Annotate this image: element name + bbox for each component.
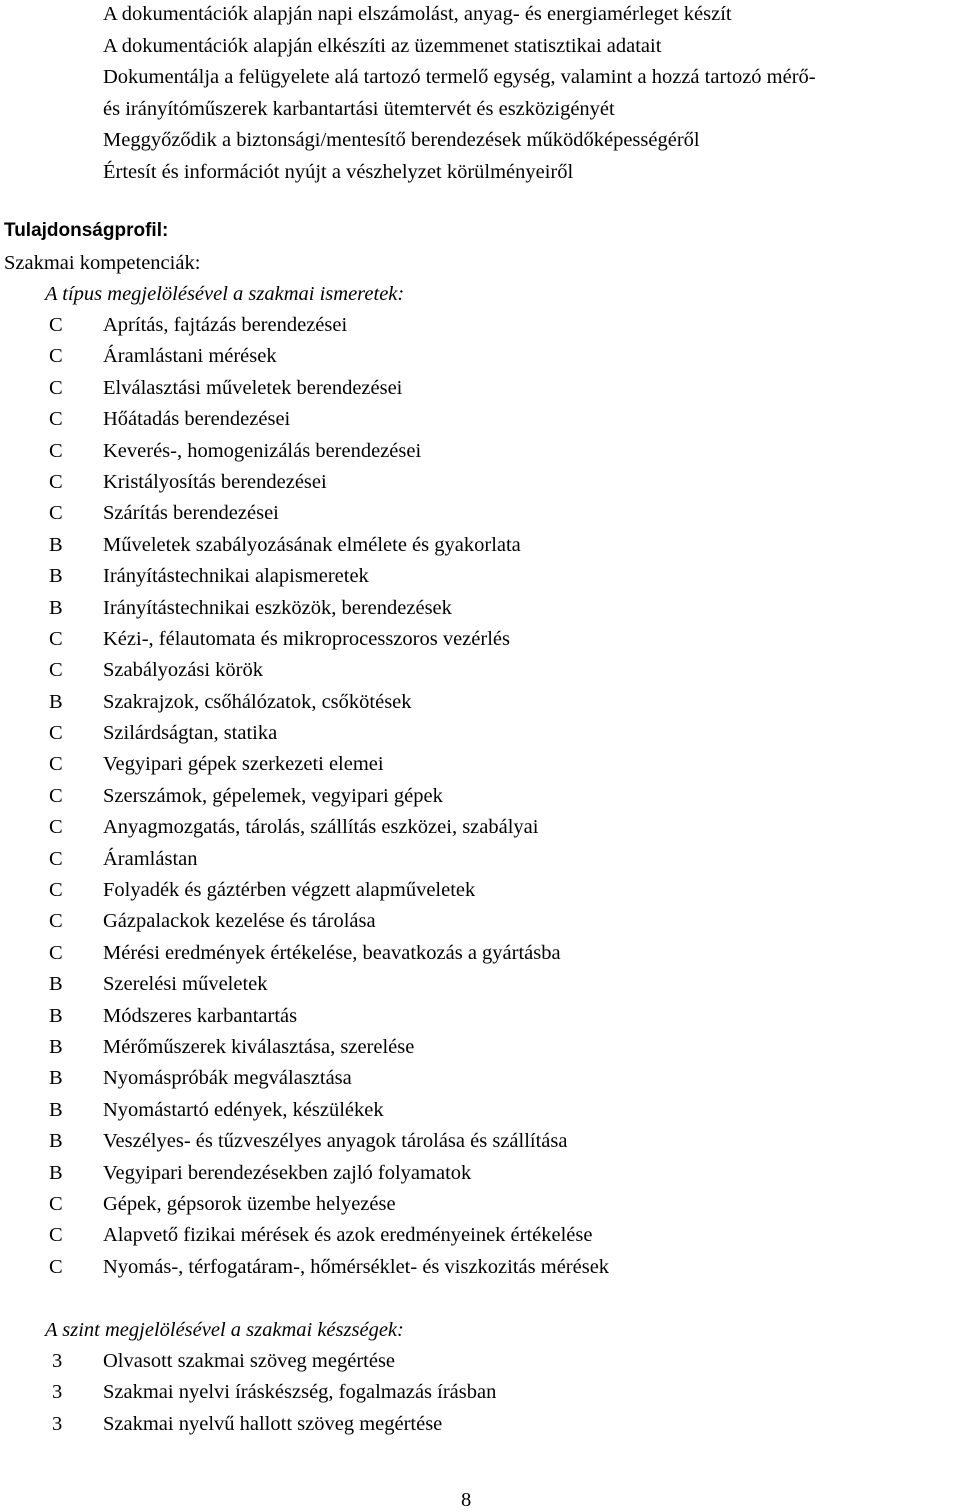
level-code: 3 xyxy=(52,1350,63,1372)
level-code: C xyxy=(49,1192,63,1215)
item-text: Szakrajzok, csőhálózatok, csőkötések xyxy=(103,690,412,713)
intro-line: A dokumentációk alapján elkészíti az üzemmenet statisztikai adatait xyxy=(103,34,662,57)
intro-line: Meggyőződik a biztonsági/mentesítő berendezések működőképességéről xyxy=(103,129,700,151)
item-text: Áramlástani mérések xyxy=(103,345,277,368)
level-code: C xyxy=(49,470,63,493)
level-code: C xyxy=(49,941,63,964)
level-code: B xyxy=(49,1004,63,1027)
item-text: Vegyipari berendezésekben zajló folyamatok xyxy=(103,1161,472,1184)
item-text: Alapvető fizikai mérések és azok eredményeinek értékelése xyxy=(103,1224,593,1247)
item-text: Aprítás, fajtázás berendezései xyxy=(103,314,348,336)
level-code: C xyxy=(49,408,63,431)
item-text: Irányítástechnikai eszközök, berendezések xyxy=(103,596,452,619)
level-code: C xyxy=(49,879,63,902)
item-text: Mérőműszerek kiválasztása, szerelése xyxy=(103,1035,415,1058)
level-code: C xyxy=(49,659,63,682)
item-text: Szakmai nyelvi íráskészség, fogalmazás írásban xyxy=(103,1381,497,1404)
level-code: B xyxy=(49,973,63,996)
intro-line: és irányítóműszerek karbantartási ütemtervét és eszközigényét xyxy=(103,97,615,120)
intro-line: Értesít és információt nyújt a vészhelyzet körülményeiről xyxy=(103,160,574,183)
item-text: Szabályozási körök xyxy=(103,659,263,682)
item-text: Kézi-, félautomata és mikroprocesszoros vezérlés xyxy=(103,627,510,650)
level-code: B xyxy=(49,1067,63,1090)
level-code: C xyxy=(49,345,63,368)
item-text: Kristályosítás berendezései xyxy=(103,470,327,493)
intro-task-list xyxy=(103,2,816,191)
level-code: C xyxy=(49,816,63,839)
level-code: C xyxy=(49,439,63,462)
item-text: Hőátadás berendezései xyxy=(103,408,291,431)
item-text: Vegyipari gépek szerkezeti elemei xyxy=(103,753,384,776)
level-code: B xyxy=(49,1130,63,1153)
item-text: Nyomástartó edények, készülékek xyxy=(103,1098,384,1121)
item-text: Gázpalackok kezelése és tárolása xyxy=(103,910,376,933)
item-text: Elválasztási műveletek berendezései xyxy=(103,376,403,399)
item-text: Műveletek szabályozásának elmélete és gyakorlata xyxy=(103,533,521,556)
level-code: C xyxy=(49,753,63,776)
profile-heading: Tulajdonságprofil: xyxy=(4,220,169,241)
item-text: Gépek, gépsorok üzembe helyezése xyxy=(103,1192,396,1215)
item-text: Olvasott szakmai szöveg megértése xyxy=(103,1350,396,1372)
item-text: Nyomás-, térfogatáram-, hőmérséklet- és viszkozitás mérések xyxy=(103,1255,610,1278)
level-code: C xyxy=(49,1224,63,1247)
level-code: B xyxy=(49,1035,63,1058)
item-text: Módszeres karbantartás xyxy=(103,1004,298,1027)
knowledge-heading: A típus megjelölésével a szakmai ismeretek: xyxy=(45,283,405,305)
level-code: C xyxy=(49,847,63,870)
item-text: Szilárdságtan, statika xyxy=(103,722,278,745)
level-code: B xyxy=(49,596,63,619)
item-text: Szakmai nyelvű hallott szöveg megértése xyxy=(103,1412,443,1435)
item-text: Áramlástan xyxy=(103,847,198,870)
item-text: Veszélyes- és tűzveszélyes anyagok tárolása és szállítása xyxy=(103,1130,568,1153)
level-code: C xyxy=(49,784,63,807)
item-text: Keverés-, homogenizálás berendezései xyxy=(103,439,422,462)
item-text: Szerelési műveletek xyxy=(103,973,268,996)
level-code: B xyxy=(49,533,63,556)
level-code: B xyxy=(49,1161,63,1184)
level-code: C xyxy=(49,502,63,525)
level-code: B xyxy=(49,1098,63,1121)
level-code: C xyxy=(49,627,63,650)
level-code: C xyxy=(49,722,63,745)
level-code: B xyxy=(49,690,63,713)
item-text: Nyomáspróbák megválasztása xyxy=(103,1067,352,1090)
level-code: C xyxy=(49,1255,63,1278)
intro-line: A dokumentációk alapján napi elszámolást, anyag- és energiamérleget készít xyxy=(103,3,732,25)
level-code: C xyxy=(49,910,63,933)
item-text: Mérési eredmények értékelése, beavatkozás a gyártásba xyxy=(103,941,561,964)
item-text: Folyadék és gáztérben végzett alapműveletek xyxy=(103,879,476,902)
item-text: Szárítás berendezései xyxy=(103,502,279,525)
item-text: Anyagmozgatás, tárolás, szállítás eszközei, szabályai xyxy=(103,816,539,839)
level-code: C xyxy=(49,314,63,336)
skills-heading: A szint megjelölésével a szakmai készségek: xyxy=(45,1319,404,1341)
page-number: 8 xyxy=(461,1489,472,1511)
level-code: B xyxy=(49,565,63,588)
competences-label: Szakmai kompetenciák: xyxy=(4,252,201,274)
intro-line: Dokumentálja a felügyelete alá tartozó termelő egység, valamint a hozzá tartozó mérő- xyxy=(103,66,816,88)
level-code: C xyxy=(49,376,63,399)
item-text: Szerszámok, gépelemek, vegyipari gépek xyxy=(103,784,443,807)
level-code: 3 xyxy=(52,1412,63,1435)
item-text: Irányítástechnikai alapismeretek xyxy=(103,565,369,588)
level-code: 3 xyxy=(52,1381,63,1404)
